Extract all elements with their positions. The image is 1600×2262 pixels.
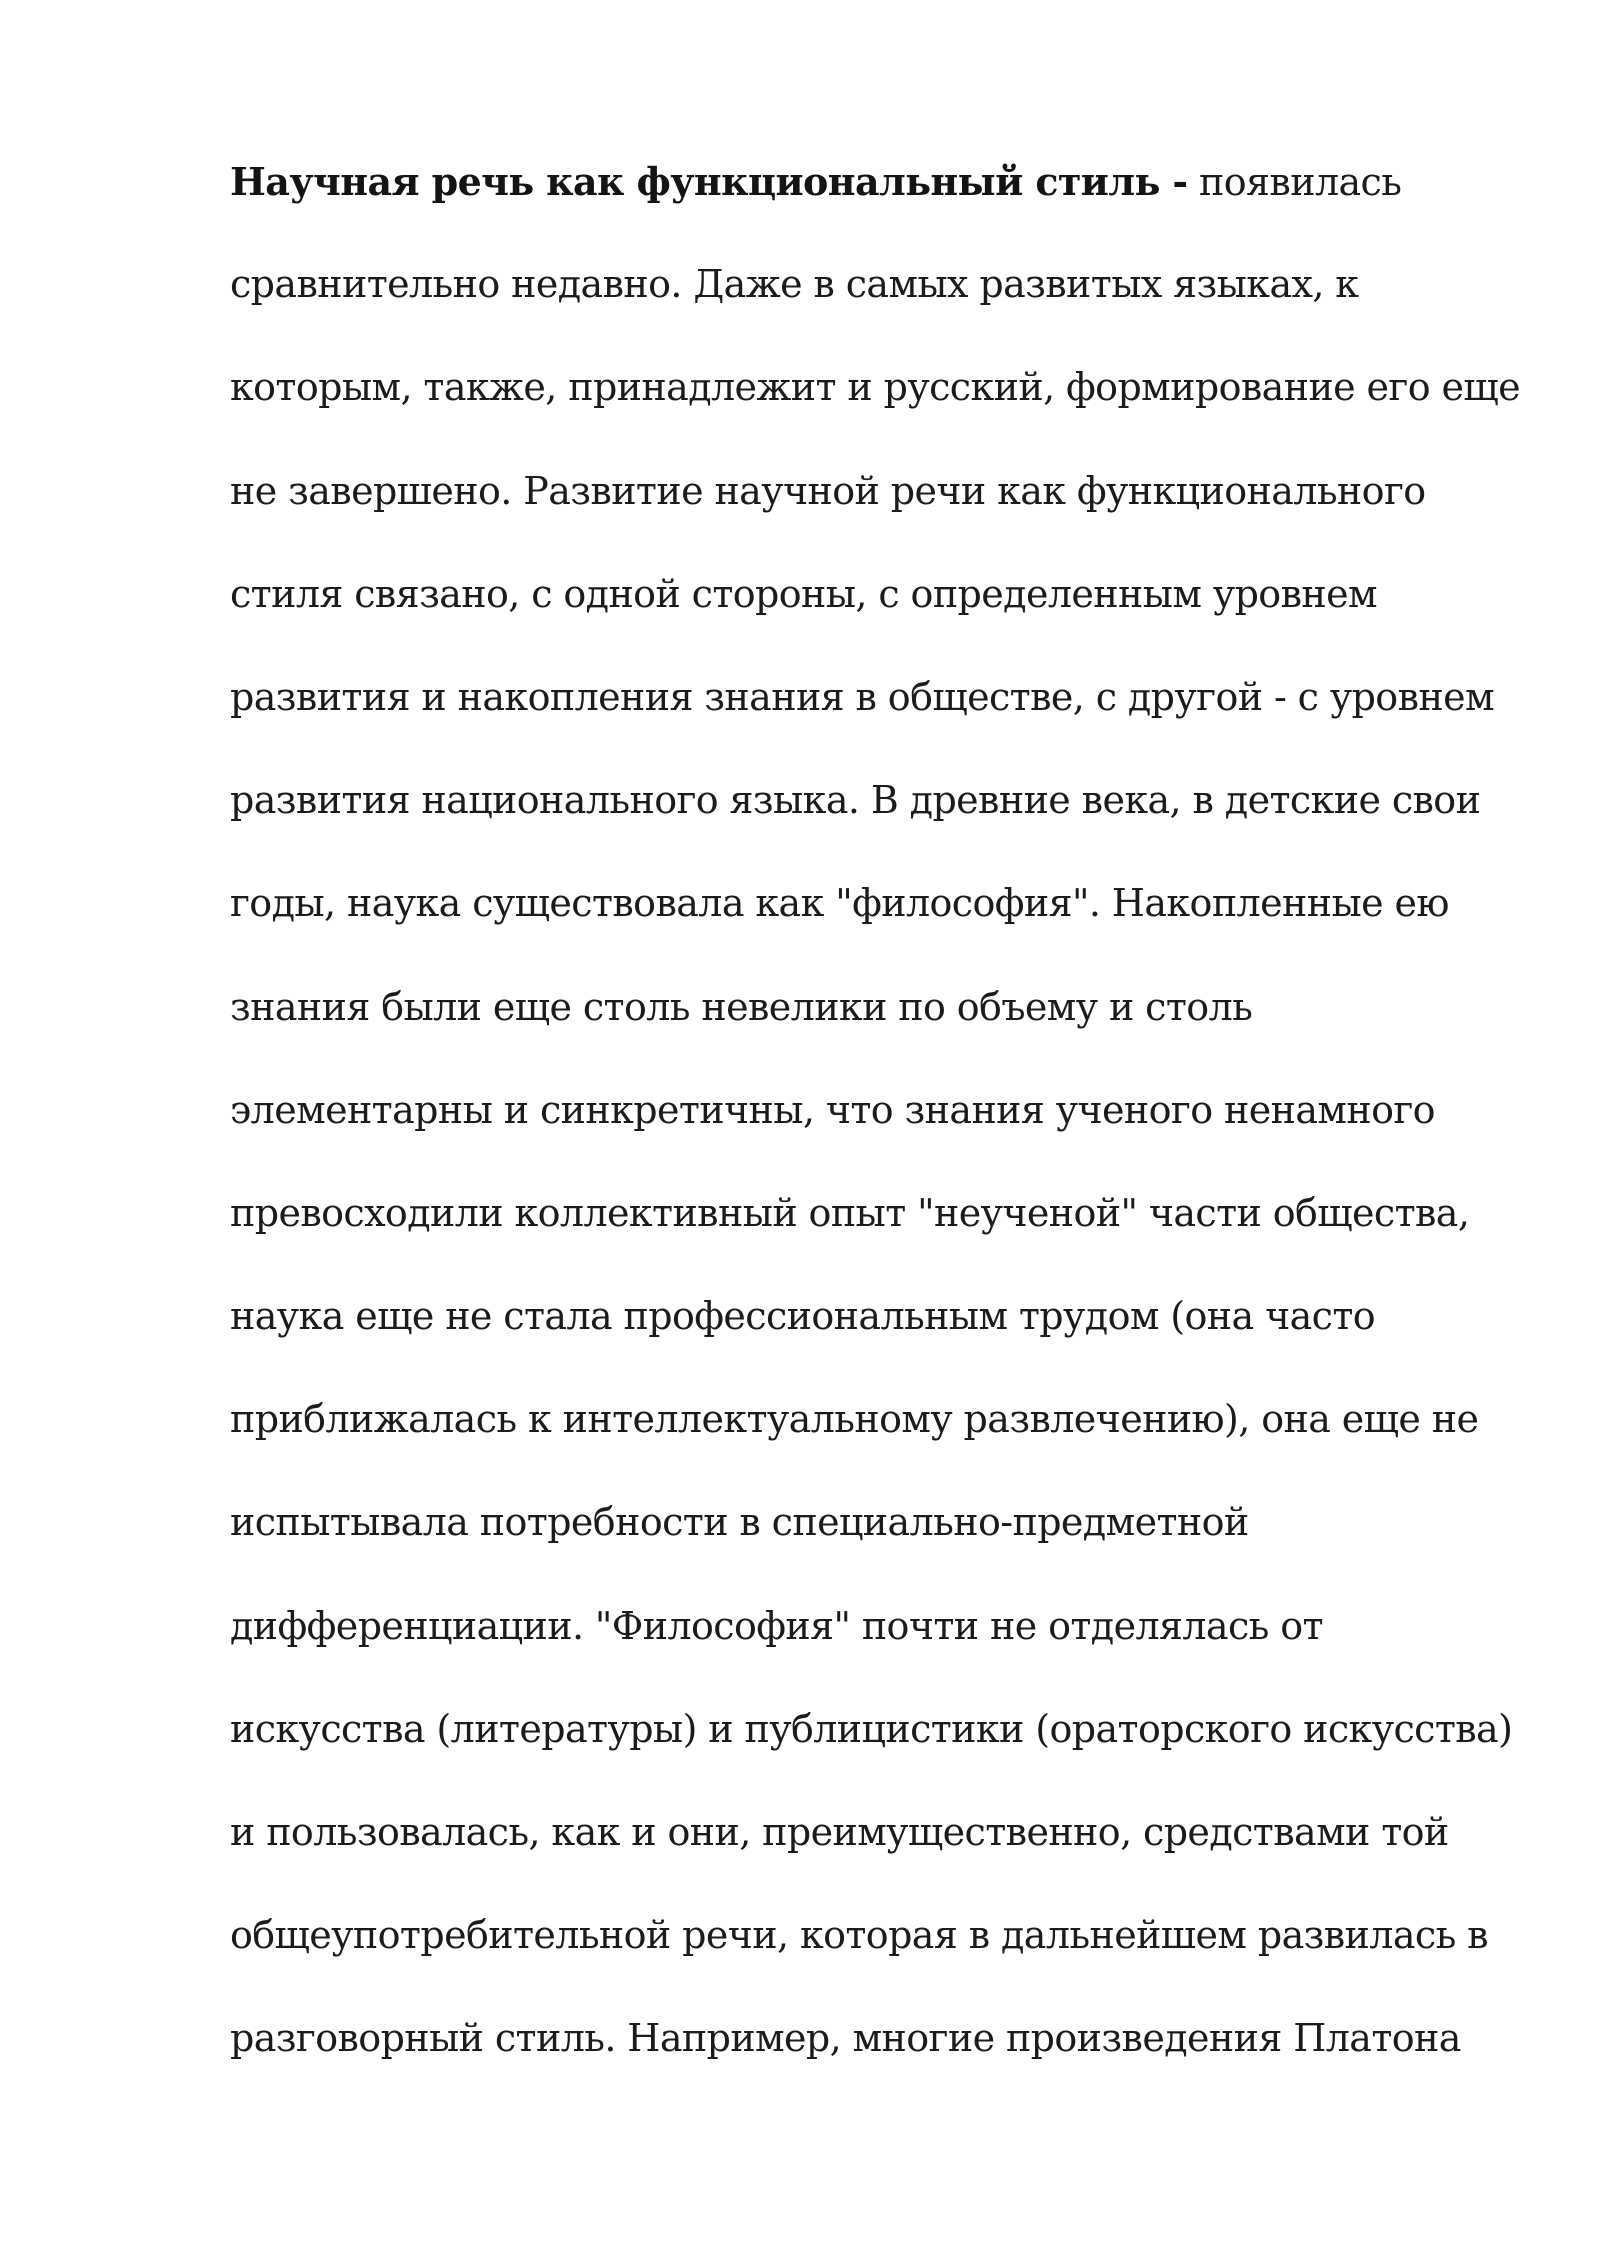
paragraph-line: не завершено. Развитие научной речи как функционального — [230, 468, 1426, 513]
paragraph-line: стиля связано, с одной стороны, с определенным уровнем — [230, 571, 1377, 616]
paragraph-line: искусства (литературы) и публицистики (ораторского искусства) — [230, 1706, 1513, 1751]
paragraph-line: элементарны и синкретичны, что знания ученого ненамного — [230, 1087, 1435, 1132]
paragraph-line: развития и накопления знания в обществе, с другой - с уровнем — [230, 674, 1494, 719]
paragraph-line: наука еще не стала профессиональным трудом (она часто — [230, 1294, 1376, 1339]
paragraph-line: приближалась к интеллектуальному развлечению), она еще не — [230, 1397, 1479, 1442]
paragraph-line: испытывала потребности в специально-предметной — [230, 1500, 1249, 1545]
lead-continuation: появилась — [1187, 160, 1402, 204]
document-paragraph — [230, 130, 1530, 2091]
paragraph-line: годы, наука существовала как "философия". Накопленные ею — [230, 881, 1449, 926]
paragraph-line: разговорный стиль. Например, многие произведения Платона — [230, 2016, 1461, 2061]
paragraph-line: сравнительно недавно. Даже в самых развитых языках, к — [230, 262, 1359, 307]
paragraph-line: знания были еще столь невелики по объему и столь — [230, 984, 1253, 1029]
paragraph-line: дифференциации. "Философия" почти не отделялась от — [230, 1603, 1323, 1648]
paragraph-line-1 — [230, 130, 1530, 233]
paragraph-line: которым, также, принадлежит и русский, формирование его еще — [230, 365, 1520, 410]
paragraph-line: и пользовалась, как и они, преимущественно, средствами той — [230, 1810, 1449, 1854]
lead-term: Научная речь как функциональный стиль - — [230, 159, 1188, 204]
paragraph-line: развития национального языка. В древние века, в детские свои — [230, 778, 1481, 823]
paragraph-line: превосходили коллективный опыт "неученой" части общества, — [230, 1190, 1470, 1235]
paragraph-line: общеупотребительной речи, которая в дальнейшем развилась в — [230, 1913, 1488, 1958]
